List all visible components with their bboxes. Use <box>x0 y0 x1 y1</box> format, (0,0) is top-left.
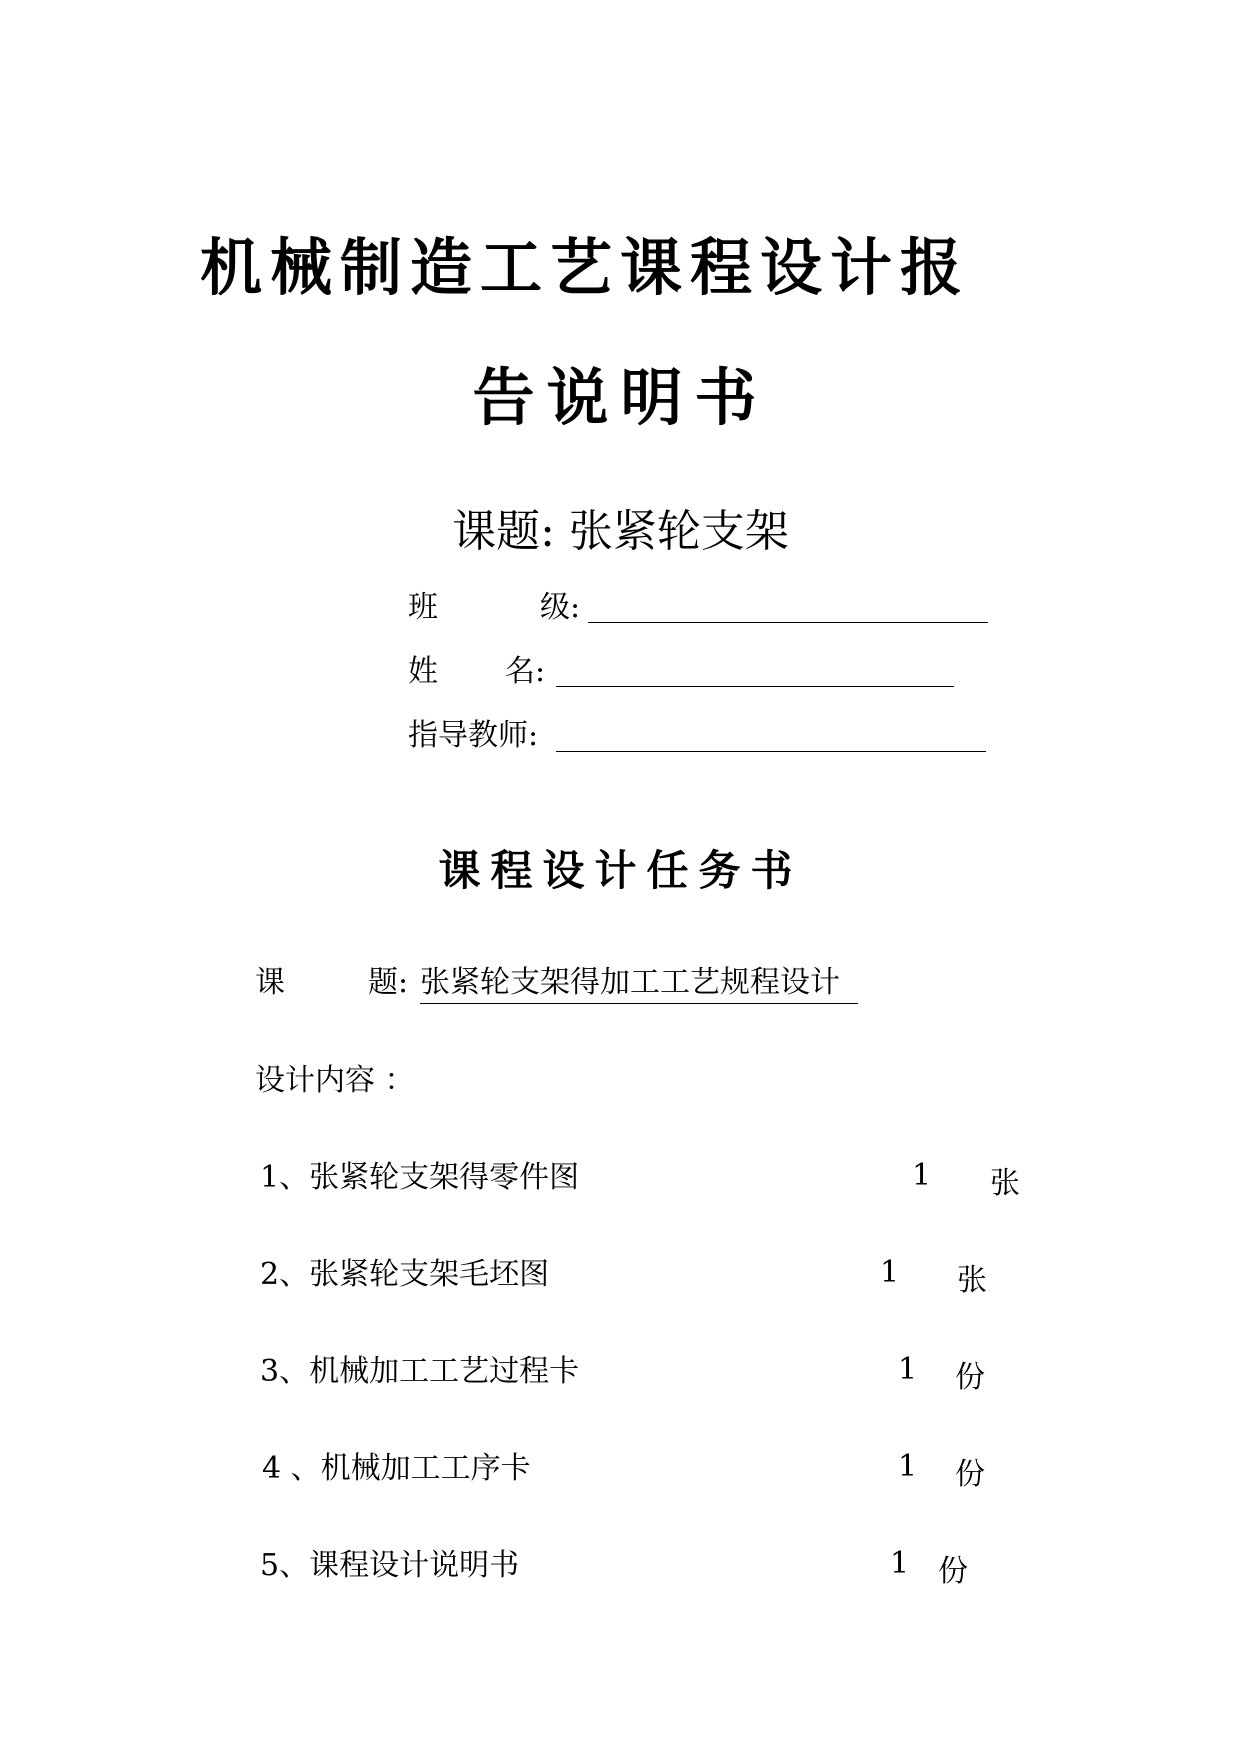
topic-label-second: 题: <box>368 965 409 1000</box>
list-item-text: 5、课程设计说明书 <box>260 1548 520 1583</box>
list-item-qty: 1 <box>880 1255 900 1290</box>
list-item-qty: 1 <box>898 1352 918 1387</box>
class-label-second: 级: <box>540 590 581 625</box>
list-item-text: 2、张紧轮支架毛坯图 <box>260 1257 550 1292</box>
list-item-text: 3、机械加工工艺过程卡 <box>260 1354 580 1389</box>
class-label-first: 班 <box>408 590 438 625</box>
list-item-text: 4 、机械加工工序卡 <box>262 1451 531 1486</box>
class-field-line[interactable] <box>588 622 988 623</box>
topic-label-first: 课 <box>255 965 285 1000</box>
list-item-text: 1、张紧轮支架得零件图 <box>260 1160 580 1195</box>
list-item-qty: 1 <box>890 1546 910 1581</box>
task-heading: 课程设计任务书 <box>438 846 803 895</box>
report-title-line-2: 告说明书 <box>472 361 769 434</box>
topic-value: 张紧轮支架得加工工艺规程设计 <box>420 963 858 1004</box>
list-item-unit: 张 <box>990 1166 1020 1201</box>
name-label-first: 姓 <box>408 654 438 689</box>
list-item-unit: 份 <box>955 1360 985 1395</box>
list-item-unit: 张 <box>957 1263 987 1298</box>
report-subject: 课题: 张紧轮支架 <box>452 506 789 557</box>
list-item-qty: 1 <box>912 1158 932 1193</box>
list-item-qty: 1 <box>898 1449 918 1484</box>
name-label-second: 名: <box>505 654 546 689</box>
advisor-field-line[interactable] <box>556 751 986 752</box>
name-field-line[interactable] <box>556 686 954 687</box>
design-content-label: 设计内容 ： <box>255 1063 415 1098</box>
list-item-unit: 份 <box>955 1457 985 1492</box>
report-title-line-1: 机械制造工艺课程设计报 <box>200 231 971 304</box>
advisor-label: 指导教师: <box>408 718 539 753</box>
list-item-unit: 份 <box>938 1554 968 1589</box>
